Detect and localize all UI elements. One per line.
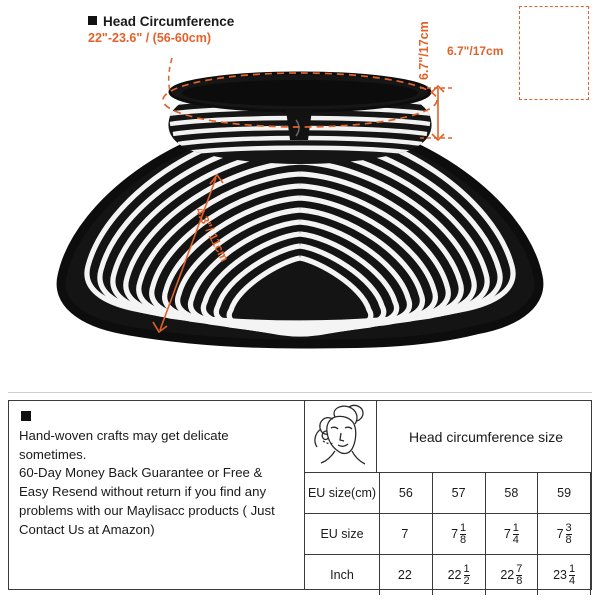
cell-whole: 7: [556, 527, 564, 541]
cell-value: [432, 514, 485, 555]
head-circumference-value: 22"-23.6" / (56-60cm): [88, 31, 212, 45]
note-line-2: 60-Day Money Back Guarantee or Free & Easy Resend without return if you find any problems with our Maylisacc products ( Just Contact Us at Amazon): [19, 465, 275, 537]
cell-value: [432, 555, 485, 596]
head-circumference-title: [88, 14, 318, 29]
cell-fraction: $\frac{7}{8}$: [516, 562, 523, 587]
cell-value: [380, 514, 433, 555]
size-table: [305, 473, 591, 595]
note-line-1: Hand-woven crafts may get delicate sometimes.: [19, 428, 229, 462]
table-row: [305, 514, 591, 555]
size-table-header: [305, 401, 591, 473]
cell-whole: 7: [401, 527, 409, 541]
cell-whole: 7: [503, 527, 511, 541]
cell-value: 57: [432, 473, 485, 514]
row-label: EU size: [305, 514, 380, 555]
cell-whole: 23: [553, 568, 568, 582]
face-illustration-cell: [305, 401, 377, 472]
cell-value: [538, 555, 591, 596]
head-circumference-callout: [88, 14, 318, 45]
cell-value: [380, 555, 433, 596]
cell-value: [485, 555, 538, 596]
crown-height-label: 6.7"/17cm: [447, 44, 504, 58]
folded-hat-inset-frame: [519, 6, 589, 100]
cell-fraction: $\frac{1}{4}$: [512, 521, 519, 546]
head-circumference-label: Head Circumference: [103, 14, 235, 29]
cell-fraction: $\frac{1}{8}$: [460, 521, 467, 546]
notes-section: [9, 401, 305, 589]
cell-whole: 22: [397, 568, 412, 582]
cell-whole: 22: [447, 568, 462, 582]
table-row: [305, 555, 591, 596]
table-row: [305, 473, 591, 514]
cell-value: [538, 514, 591, 555]
row-label: Inch: [305, 555, 380, 596]
section-divider: [8, 392, 592, 393]
info-panel: [8, 400, 592, 590]
cell-value: [485, 514, 538, 555]
cell-fraction: $\frac{3}{8}$: [565, 521, 572, 546]
woman-face-icon: [305, 401, 377, 471]
brim-height-label: 6.7"/17cm: [417, 21, 431, 80]
size-table-section: [305, 401, 591, 589]
crown-inner-opening: [182, 80, 418, 106]
size-table-title: Head circumference size: [408, 428, 564, 445]
cell-fraction: $\frac{1}{2}$: [463, 562, 470, 587]
cell-whole: 22: [500, 568, 515, 582]
cell-value: 59: [538, 473, 591, 514]
bullet-square-icon: [21, 411, 31, 421]
bullet-square-icon: [88, 16, 97, 25]
cell-value: 58: [485, 473, 538, 514]
cell-value: 56: [380, 473, 433, 514]
cell-whole: 7: [451, 527, 459, 541]
row-label: EU size(cm): [305, 473, 380, 514]
brim-width-label: 4.3"/ 11cm: [192, 205, 232, 264]
cell-fraction: $\frac{1}{4}$: [569, 562, 576, 587]
head-circumference-leader: [169, 58, 172, 92]
